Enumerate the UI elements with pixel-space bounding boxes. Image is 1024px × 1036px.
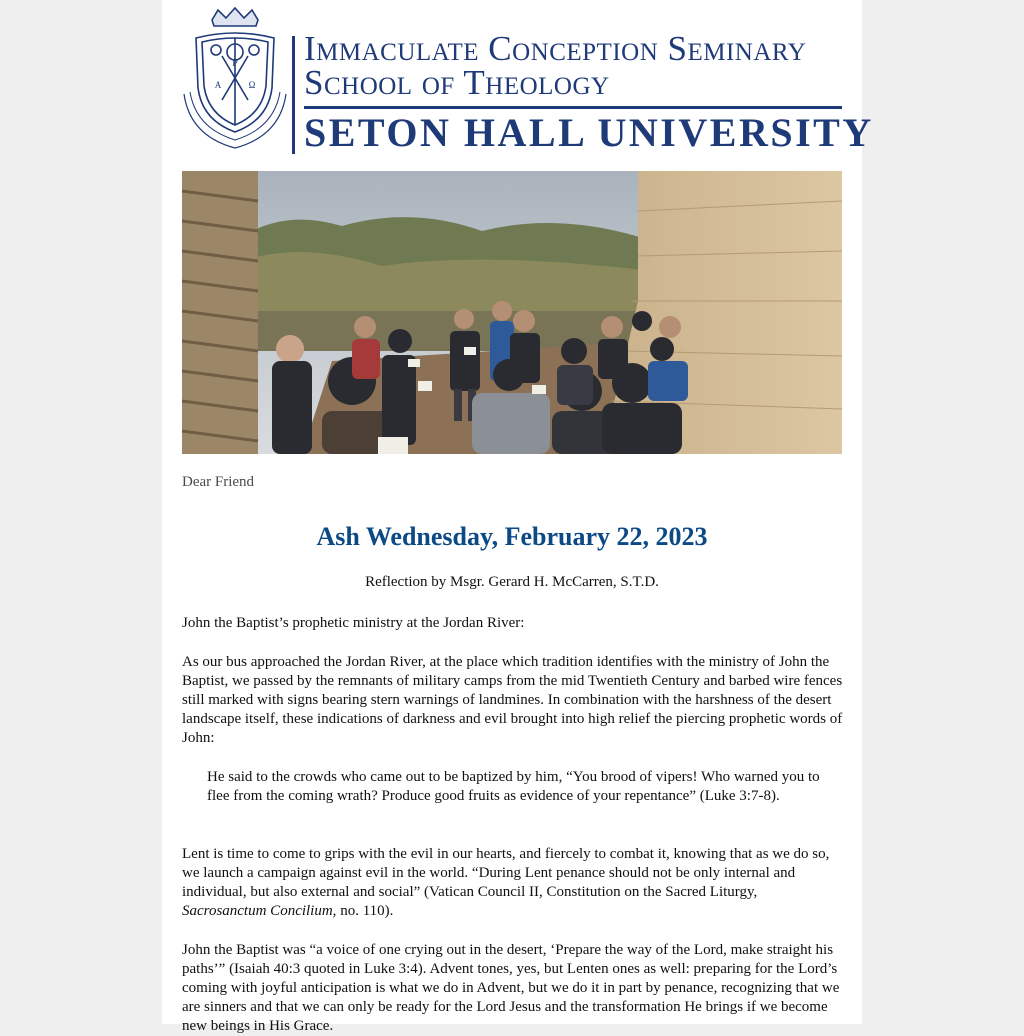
paragraph-intro: John the Baptist’s prophetic ministry at the Jordan River:: [182, 615, 525, 631]
header-divider: [292, 36, 295, 154]
scripture-quote: He said to the crowds who came out to be baptized by him, “You brood of vipers! Who warned you to flee from the coming wrath? Produce good fruits as evidence of your repentance” (Luke 3:7-8).: [207, 769, 820, 804]
university-name: SETON HALL UNIVERSITY: [304, 110, 874, 155]
paragraph-john-baptist: John the Baptist was “a voice of one crying out in the desert, ‘Prepare the way of the Lord, make straight his paths’” (Isaiah 40:3 quoted in Luke 3:4). Advent tones, yes, but Lenten ones as well: preparing for the Lord’s coming with joyful anticipation is what we do in Advent, but we do it in part by penance, recognizing that we are sinners and that we can only be ready for the Lord Jesus and the transformation He brings if we become new beings in His Grace.: [182, 942, 840, 1034]
svg-text:Ω: Ω: [248, 80, 256, 90]
byline: Reflection by Msgr. Gerard H. McCarren, S.T.D.: [365, 574, 659, 590]
header-rule: [304, 106, 842, 109]
paragraph-jordan-river: As our bus approached the Jordan River, at the place which tradition identifies with the ministry of John the Baptist, we passed by the remnants of military camps from the mid Twentieth Century and barbed wire fences still marked with signs bearing stern warnings of landmines. In combination with the harshness of the desert landscape itself, these indications of darkness and evil brought into high relief the piercing prophetic words of John:: [182, 654, 843, 746]
email-body: [162, 0, 874, 1034]
svg-text:A: A: [214, 80, 222, 90]
newsletter-header: [182, 8, 874, 155]
hero-photo: [182, 171, 842, 454]
document-title: Sacrosanctum Concilium,: [182, 903, 337, 919]
seminary-name: Immaculate Conception Seminary: [304, 29, 807, 68]
school-of-theology-name: School of Theology: [304, 63, 610, 102]
paragraph-lent-text: Lent is time to come to grips with the evil in our hearts, and fiercely to combat it, knowing that as we do so, we launch a campaign against evil in the world. “During Lent penance should not be only internal and individual, but also external and social” (Vatican Council II, Constitution on the Sacred Liturgy,: [182, 846, 830, 900]
paragraph-lent: [182, 845, 844, 921]
page-title: Ash Wednesday, February 22, 2023: [316, 522, 708, 551]
svg-text:P: P: [232, 58, 238, 69]
paragraph-lent-citation: no. 110).: [340, 903, 394, 919]
seminary-crest-logo: [182, 8, 288, 150]
greeting: Dear Friend: [182, 474, 255, 490]
